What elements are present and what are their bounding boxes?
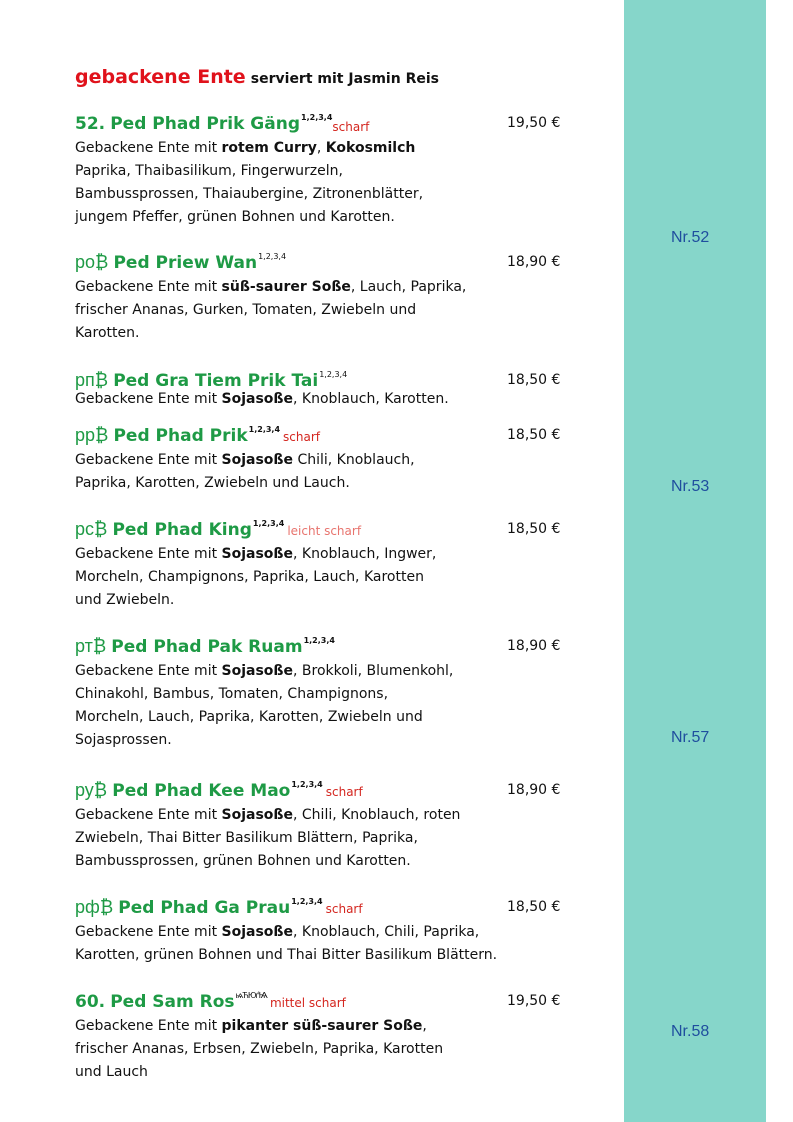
sidebar-label-nr52: Nr.52 bbox=[671, 229, 710, 246]
desc-highlight: rotem Curry bbox=[221, 140, 317, 156]
allergen-codes: 1,2,3,4 bbox=[291, 897, 323, 906]
item-description bbox=[75, 804, 575, 873]
menu-item-title bbox=[75, 519, 575, 543]
item-price: 18,50 € bbox=[507, 372, 561, 388]
desc-highlight: Sojasoße bbox=[221, 546, 293, 562]
desc-highlight: Sojasoße bbox=[221, 924, 293, 940]
desc-text: Gebackene Ente mit bbox=[75, 546, 222, 562]
allergen-codes: ѩЋЮѓѨ bbox=[235, 991, 267, 1000]
item-number: рт₿ bbox=[75, 636, 107, 656]
menu-item-ped-phad-pak-ruam bbox=[75, 636, 575, 752]
desc-text: Gebackene Ente mit bbox=[75, 279, 222, 295]
item-name: Ped Phad Pak Ruam bbox=[111, 637, 303, 657]
item-description bbox=[75, 137, 575, 229]
desc-line: Zwiebeln, Thai Bitter Basilikum Blättern, Paprika, bbox=[75, 830, 418, 846]
item-price: 18,50 € bbox=[507, 427, 561, 443]
desc-text: Gebackene Ente mit bbox=[75, 924, 222, 940]
desc-highlight: süß-saurer Soße bbox=[221, 279, 351, 295]
item-price: 18,50 € bbox=[507, 899, 561, 915]
menu-item-title bbox=[75, 370, 575, 391]
desc-highlight: Sojasoße bbox=[221, 452, 293, 468]
item-description bbox=[75, 660, 575, 752]
desc-text: , bbox=[316, 140, 326, 156]
desc-text: , Knoblauch, Ingwer, bbox=[293, 546, 437, 562]
item-name: Ped Phad Kee Mao bbox=[112, 781, 291, 801]
item-name: Ped Phad Ga Prau bbox=[118, 898, 291, 918]
item-name: Ped Phad King bbox=[112, 520, 252, 540]
section-heading bbox=[75, 66, 439, 88]
menu-item-ped-gra-tiem-prik-tai bbox=[75, 370, 575, 411]
sidebar-label-nr57: Nr.57 bbox=[671, 729, 710, 746]
desc-line: frischer Ananas, Gurken, Tomaten, Zwiebeln und bbox=[75, 302, 417, 318]
desc-text: , Knoblauch, Karotten. bbox=[293, 391, 449, 407]
desc-highlight: Sojasoße bbox=[221, 663, 293, 679]
desc-line: und Zwiebeln. bbox=[75, 592, 175, 608]
section-subtitle: serviert mit Jasmin Reis bbox=[250, 71, 439, 87]
desc-line: Paprika, Karotten, Zwiebeln und Lauch. bbox=[75, 475, 350, 491]
menu-item-ped-phad-ga-prau bbox=[75, 897, 575, 967]
desc-highlight: pikanter süß-saurer Soße bbox=[221, 1018, 423, 1034]
desc-line: Karotten. bbox=[75, 325, 140, 341]
desc-line: jungem Pfeffer, grünen Bohnen und Karotten. bbox=[75, 209, 395, 225]
item-price: 19,50 € bbox=[507, 115, 561, 131]
item-name: Ped Gra Tiem Prik Tai bbox=[113, 371, 319, 391]
desc-text: , bbox=[422, 1018, 427, 1034]
item-number: рр₿ bbox=[75, 425, 109, 445]
item-description bbox=[75, 921, 575, 967]
allergen-codes: 1,2,3,4 bbox=[291, 780, 323, 789]
desc-text: Gebackene Ente mit bbox=[75, 807, 222, 823]
menu-item-ped-priew-wan bbox=[75, 252, 575, 345]
item-number: 52. bbox=[75, 114, 106, 134]
item-description bbox=[75, 543, 575, 612]
sidebar-label-nr58: Nr.58 bbox=[671, 1023, 710, 1040]
menu-item-title bbox=[75, 113, 575, 137]
item-price: 18,90 € bbox=[507, 638, 561, 654]
item-number: ро₿ bbox=[75, 252, 109, 272]
desc-line: Morcheln, Champignons, Paprika, Lauch, Karotten bbox=[75, 569, 424, 585]
item-number: ру₿ bbox=[75, 780, 108, 800]
menu-item-ped-phad-prik-gaeng bbox=[75, 113, 575, 229]
item-name: Ped Phad Prik Gäng bbox=[110, 114, 301, 134]
item-price: 18,90 € bbox=[507, 254, 561, 270]
desc-text: , Knoblauch, Chili, Paprika, bbox=[293, 924, 480, 940]
item-price: 18,50 € bbox=[507, 521, 561, 537]
allergen-codes: 1,2,3,4 bbox=[319, 370, 348, 379]
item-description bbox=[75, 1015, 575, 1084]
desc-line: Bambussprossen, grünen Bohnen und Karotten. bbox=[75, 853, 411, 869]
spice-level: scharf bbox=[325, 902, 363, 916]
desc-text: Gebackene Ente mit bbox=[75, 391, 222, 407]
item-number: рф₿ bbox=[75, 897, 114, 917]
spice-level: scharf bbox=[332, 120, 370, 134]
item-number: 60. bbox=[75, 992, 106, 1012]
desc-text: , Chili, Knoblauch, roten bbox=[293, 807, 461, 823]
item-description bbox=[75, 388, 575, 411]
desc-line: Karotten, grünen Bohnen und Thai Bitter Basilikum Blättern. bbox=[75, 947, 498, 963]
menu-item-title bbox=[75, 636, 575, 660]
desc-text: Gebackene Ente mit bbox=[75, 452, 222, 468]
desc-line: Bambussprossen, Thaiaubergine, Zitronenblätter, bbox=[75, 186, 424, 202]
allergen-codes: 1,2,3,4 bbox=[301, 113, 333, 122]
menu-item-ped-phad-prik bbox=[75, 425, 575, 495]
spice-level: scharf bbox=[325, 785, 363, 799]
menu-item-ped-sam-ros bbox=[75, 991, 575, 1084]
desc-line: Morcheln, Lauch, Paprika, Karotten, Zwiebeln und bbox=[75, 709, 423, 725]
allergen-codes: 1,2,3,4 bbox=[303, 636, 335, 645]
menu-index-sidebar bbox=[624, 0, 766, 1122]
sidebar-label-nr53: Nr.53 bbox=[671, 478, 710, 495]
spice-level: scharf bbox=[283, 430, 320, 444]
desc-highlight: Sojasoße bbox=[221, 807, 293, 823]
item-number: рс₿ bbox=[75, 519, 108, 539]
allergen-codes: 1,2,3,4 bbox=[258, 252, 287, 261]
menu-item-title bbox=[75, 252, 575, 276]
allergen-codes: 1,2,3,4 bbox=[248, 425, 281, 434]
item-name: Ped Sam Ros bbox=[110, 992, 235, 1012]
desc-line: frischer Ananas, Erbsen, Zwiebeln, Paprika, Karotten bbox=[75, 1041, 444, 1057]
menu-item-title bbox=[75, 425, 575, 449]
desc-text: , Lauch, Paprika, bbox=[350, 279, 467, 295]
desc-line: und Lauch bbox=[75, 1064, 148, 1080]
allergen-codes: 1,2,3,4 bbox=[252, 519, 285, 528]
item-description bbox=[75, 276, 575, 345]
desc-highlight: Sojasoße bbox=[221, 391, 293, 407]
item-price: 18,90 € bbox=[507, 782, 561, 798]
desc-text: Gebackene Ente mit bbox=[75, 663, 222, 679]
desc-line: Sojasprossen. bbox=[75, 732, 172, 748]
item-number: рп₿ bbox=[75, 370, 109, 390]
menu-item-title bbox=[75, 991, 575, 1015]
spice-level: mittel scharf bbox=[269, 996, 346, 1010]
section-title: gebackene Ente bbox=[75, 66, 246, 88]
desc-line: Paprika, Thaibasilikum, Fingerwurzeln, bbox=[75, 163, 343, 179]
item-name: Ped Phad Prik bbox=[113, 426, 248, 446]
item-price: 19,50 € bbox=[507, 993, 561, 1009]
desc-text: Chili, Knoblauch, bbox=[293, 452, 415, 468]
menu-item-title bbox=[75, 780, 575, 804]
item-name: Ped Priew Wan bbox=[113, 253, 258, 273]
desc-text: Gebackene Ente mit bbox=[75, 140, 222, 156]
desc-text: Gebackene Ente mit bbox=[75, 1018, 222, 1034]
menu-item-ped-phad-king bbox=[75, 519, 575, 612]
desc-line: Chinakohl, Bambus, Tomaten, Champignons, bbox=[75, 686, 389, 702]
menu-item-ped-phad-kee-mao bbox=[75, 780, 575, 873]
item-description bbox=[75, 449, 575, 495]
desc-highlight: Kokosmilch bbox=[325, 140, 416, 156]
spice-level: leicht scharf bbox=[287, 524, 362, 538]
menu-item-title bbox=[75, 897, 575, 921]
desc-text: , Brokkoli, Blumenkohl, bbox=[293, 663, 454, 679]
